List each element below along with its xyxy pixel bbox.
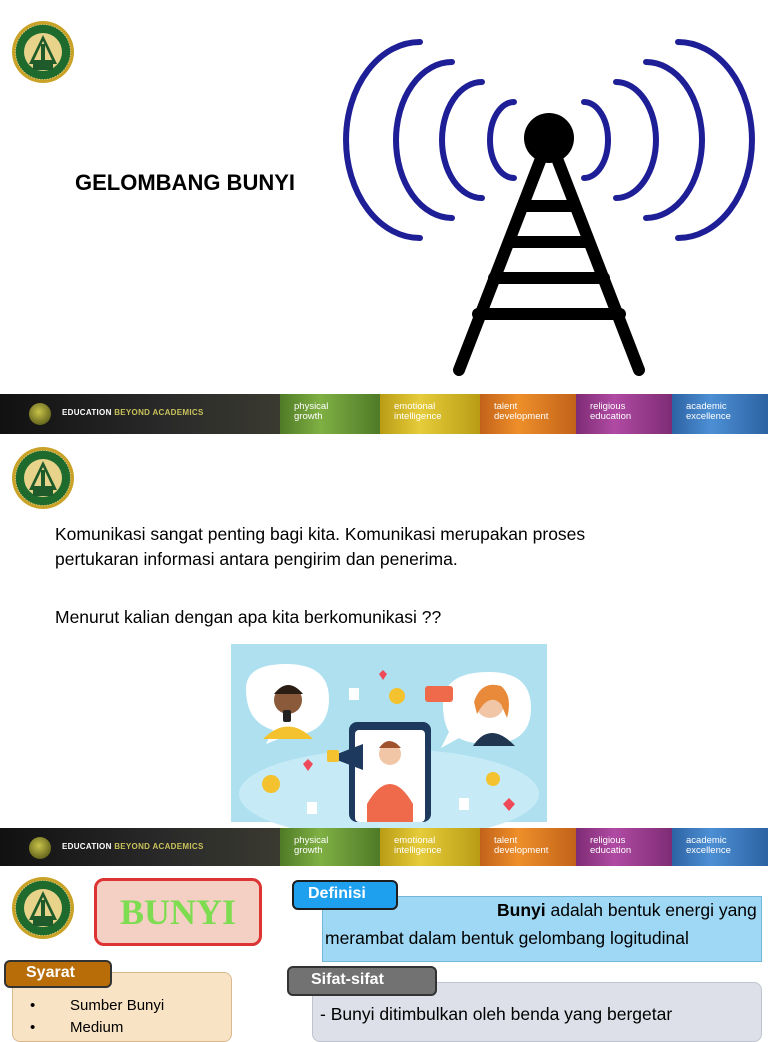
- footer-segment-academic: academic excellence: [672, 394, 768, 434]
- bunyi-heading: BUNYI: [119, 892, 236, 932]
- slide-title: [0, 0, 768, 434]
- slide-footer-banner: [0, 828, 768, 868]
- footer-segment-religious: religious education: [576, 394, 672, 434]
- footer-segment-talent: talent development: [480, 394, 576, 434]
- slide-bunyi: [0, 866, 768, 1036]
- syarat-label: Syarat: [4, 960, 112, 988]
- footer-segment-emotional: emotional intelligence: [380, 394, 480, 434]
- brand-tagline: EDUCATION BEYOND ACADEMICS: [62, 408, 204, 417]
- footer-segment-physical: physical growth: [280, 394, 380, 434]
- definisi-label: Definisi: [292, 880, 398, 910]
- footer-segment-academic: academic excellence: [672, 828, 768, 868]
- footer-segment-talent: talent development: [480, 828, 576, 868]
- sifat-label: Sifat-sifat: [287, 966, 437, 996]
- communication-illustration: [231, 644, 547, 822]
- bunyi-heading-box: [94, 878, 262, 946]
- school-seal-icon: [11, 876, 75, 940]
- slide-title-heading: GELOMBANG BUNYI: [75, 170, 295, 195]
- footer-segment-emotional: emotional intelligence: [380, 828, 480, 868]
- list-item: • Sumber Bunyi: [30, 995, 164, 1017]
- intro-paragraph: Komunikasi sangat penting bagi kita. Komunikasi merupakan proses pertukaran informasi antara pengirim dan penerima.: [55, 524, 586, 569]
- footer-brand: [0, 828, 280, 868]
- slide-footer-banner: [0, 394, 768, 434]
- slide-communication: [0, 434, 768, 866]
- footer-segment-physical: physical growth: [280, 828, 380, 868]
- footer-brand: [0, 394, 280, 434]
- footer-segment-religious: religious education: [576, 828, 672, 868]
- syarat-list: [30, 995, 164, 1039]
- question-text: Menurut kalian dengan apa kita berkomunikasi ??: [55, 607, 442, 627]
- list-item: • Medium: [30, 1017, 164, 1039]
- school-seal-icon: [11, 446, 75, 510]
- sifat-item: - Bunyi ditimbulkan oleh benda yang bergetar: [320, 1004, 673, 1024]
- school-seal-icon: [11, 20, 75, 84]
- brand-logo-icon: [29, 403, 51, 425]
- radio-tower-icon: [372, 18, 724, 388]
- definisi-text: Bunyi adalah bentuk energi yang merambat dalam bentuk gelombang logitudinal: [325, 900, 757, 948]
- brand-logo-icon: [29, 837, 51, 859]
- brand-tagline: EDUCATION BEYOND ACADEMICS: [62, 842, 204, 851]
